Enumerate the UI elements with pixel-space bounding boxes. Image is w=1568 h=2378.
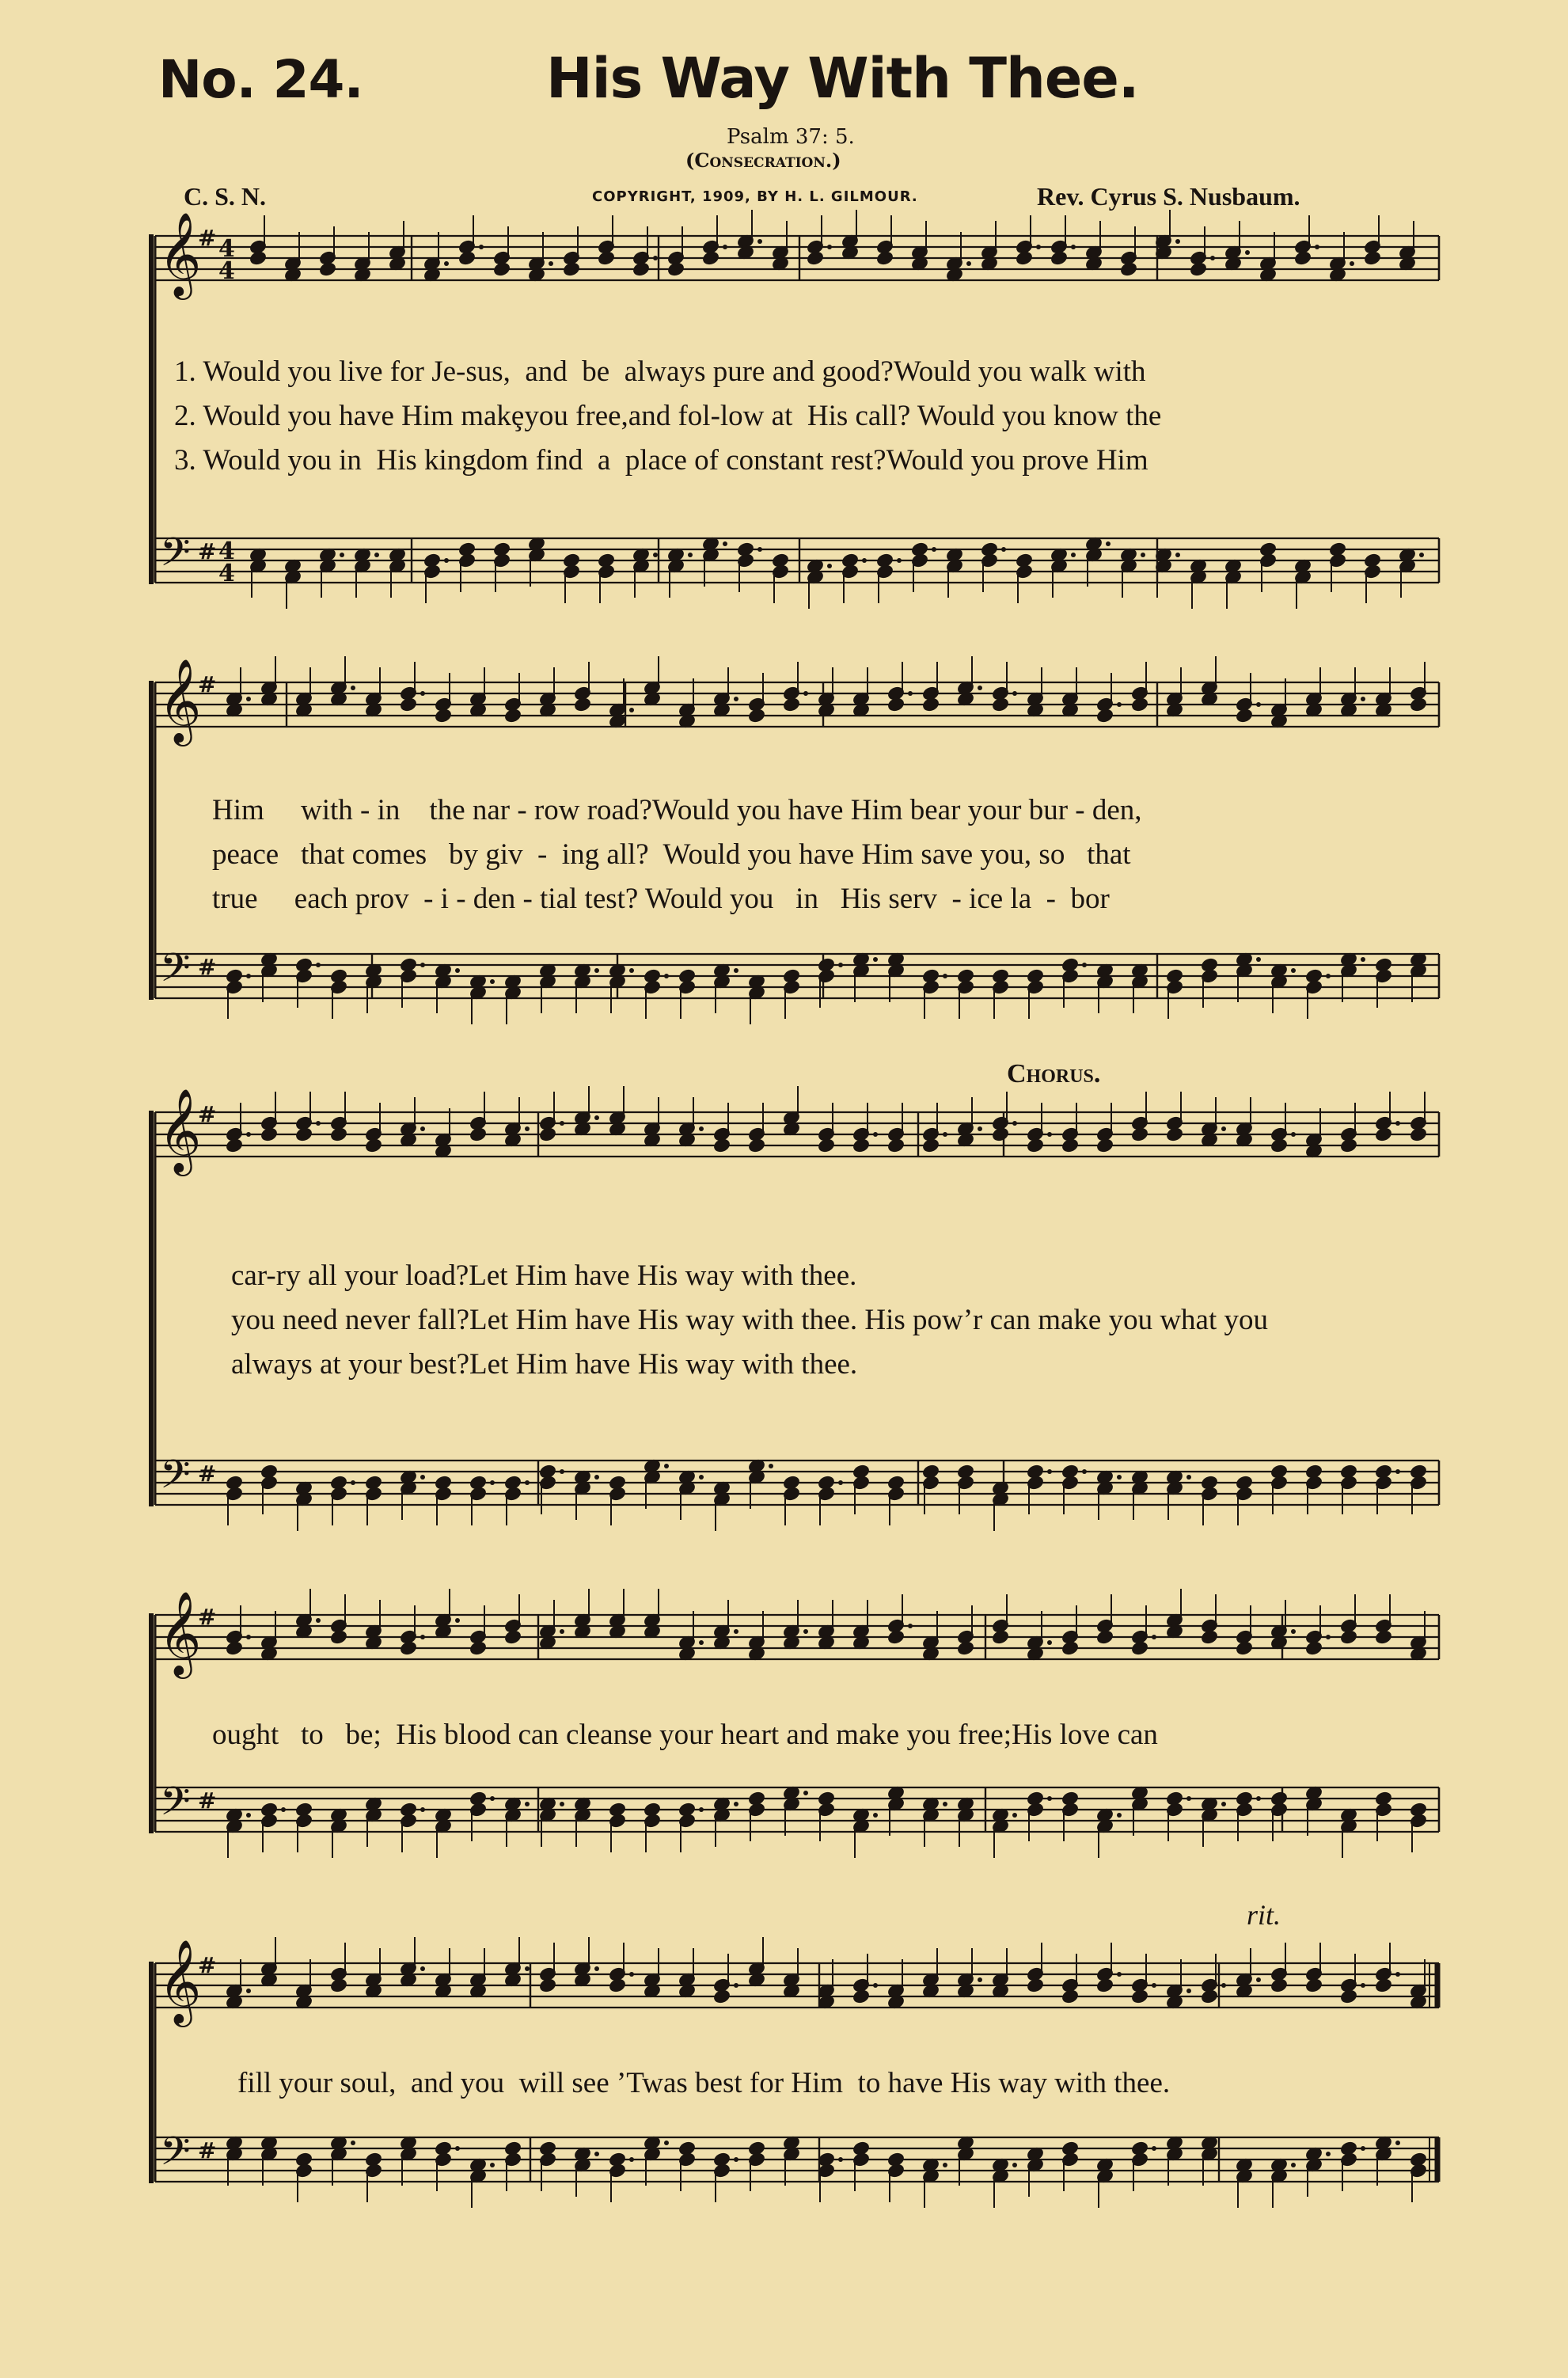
dot <box>1117 1813 1122 1818</box>
notehead <box>330 1630 347 1645</box>
dot <box>1326 1635 1331 1639</box>
notehead <box>1305 1978 1323 1993</box>
dot <box>525 1966 530 1971</box>
notehead <box>1131 1989 1148 2004</box>
dot <box>1071 245 1076 249</box>
dot <box>490 1796 495 1801</box>
treble-clef-icon: 𝄞 <box>158 1088 202 1172</box>
notehead <box>1340 1989 1357 2004</box>
dot <box>1256 1977 1261 1982</box>
sharp-icon: # <box>198 2137 217 2163</box>
sharp-icon: # <box>198 1461 217 1487</box>
dot <box>1221 1126 1226 1131</box>
dot <box>1361 697 1365 701</box>
lyricist-name: Rev. Cyrus S. Nusbaum. <box>1037 182 1300 211</box>
dot <box>1361 1983 1365 1988</box>
treble-clef-icon: 𝄞 <box>158 1590 202 1675</box>
dot <box>1071 553 1076 557</box>
dot <box>908 691 913 696</box>
sharp-icon: # <box>198 1952 217 1978</box>
dot <box>316 1618 321 1623</box>
sharp-icon: # <box>198 954 217 980</box>
notehead <box>1201 1989 1218 2004</box>
dot <box>873 957 878 962</box>
notehead <box>922 1138 940 1153</box>
dot <box>490 1480 495 1485</box>
notehead <box>1201 1630 1218 1645</box>
dot <box>490 2163 495 2167</box>
dot <box>594 1475 599 1480</box>
bass-clef-icon: 𝄢 <box>160 1452 191 1507</box>
notehead <box>1131 1641 1148 1656</box>
dot <box>908 1624 913 1628</box>
dot <box>525 1480 530 1485</box>
dot <box>1291 1132 1296 1137</box>
dot <box>1106 541 1111 546</box>
notehead <box>598 251 615 266</box>
dot <box>1291 1629 1296 1634</box>
dot <box>340 553 344 557</box>
dot <box>803 1629 808 1634</box>
notehead <box>807 251 824 266</box>
notehead <box>1236 708 1253 724</box>
dot <box>1152 1635 1156 1639</box>
notehead <box>667 262 685 277</box>
dot <box>316 963 321 967</box>
dot <box>1141 553 1145 557</box>
dot <box>897 558 902 563</box>
dot <box>757 239 762 244</box>
notehead <box>748 1138 765 1153</box>
dot <box>943 974 947 978</box>
notehead <box>1131 1127 1148 1142</box>
dot <box>1245 250 1250 255</box>
dot <box>978 1977 982 1982</box>
notehead <box>504 1630 522 1645</box>
notehead <box>493 262 511 277</box>
dot <box>455 2146 460 2151</box>
dot <box>723 245 727 249</box>
dot <box>1152 2146 1156 2151</box>
dot <box>525 1126 530 1131</box>
notehead <box>1166 1127 1183 1142</box>
dot <box>838 2157 843 2162</box>
notehead <box>957 1641 974 1656</box>
dot <box>281 1807 286 1812</box>
dot <box>1117 1972 1122 1977</box>
dot <box>966 261 971 266</box>
dot <box>1047 1640 1052 1645</box>
dot <box>699 1126 704 1131</box>
dot <box>594 2152 599 2156</box>
dot <box>723 541 727 546</box>
dot <box>699 1475 704 1480</box>
dot <box>1117 702 1122 707</box>
dot <box>803 1791 808 1795</box>
dot <box>873 1132 878 1137</box>
dot <box>664 2141 669 2145</box>
notehead <box>1270 1978 1288 1993</box>
dot <box>1082 963 1087 967</box>
lyric-line: car-ry all your load?Let Him have His way with thee. <box>231 1259 857 1292</box>
treble-clef-icon: 𝄞 <box>158 658 202 743</box>
notehead <box>632 262 650 277</box>
dot <box>734 1802 738 1806</box>
dot <box>1419 553 1424 557</box>
notehead <box>469 1127 487 1142</box>
system-bracket <box>149 234 154 584</box>
notehead <box>852 1138 870 1153</box>
notehead <box>1061 1138 1079 1153</box>
sharp-icon: # <box>198 671 217 697</box>
sharp-icon: # <box>198 225 217 251</box>
dot <box>420 1807 425 1812</box>
dot <box>769 1464 773 1468</box>
notehead <box>1294 251 1312 266</box>
dot <box>1210 256 1215 260</box>
dot <box>629 708 634 712</box>
lyric-line: Him with - in the nar - row road?Would you have Him bear your bur - den, <box>212 794 1142 826</box>
dot <box>1047 1469 1052 1474</box>
dot <box>653 553 658 557</box>
lyric-line: you need never fall?Let Him have His way with thee. His pow’r can make you what you <box>231 1304 1269 1336</box>
dot <box>978 686 982 690</box>
bass-clef-icon: 𝄢 <box>160 1779 191 1834</box>
notehead <box>1061 1641 1079 1656</box>
notehead <box>504 708 522 724</box>
notehead <box>887 697 905 712</box>
hymn-theme: (Consecration.) <box>685 149 841 172</box>
dot <box>734 968 738 973</box>
dot <box>1082 1469 1087 1474</box>
bass-clef-icon: 𝄢 <box>160 945 191 1001</box>
dot <box>1012 2163 1017 2167</box>
dot <box>420 1635 425 1639</box>
time-signature: 4 <box>218 560 235 587</box>
dot <box>246 1989 251 1993</box>
notehead <box>1096 1138 1114 1153</box>
dot <box>560 1629 564 1634</box>
dot <box>1186 1796 1191 1801</box>
dot <box>549 261 553 266</box>
dot <box>932 547 936 552</box>
dot <box>594 968 599 973</box>
notehead <box>1096 708 1114 724</box>
notehead <box>876 251 894 266</box>
dot <box>594 1115 599 1120</box>
dot <box>420 1475 425 1480</box>
dot <box>873 1983 878 1988</box>
notehead <box>563 262 580 277</box>
notehead <box>400 697 417 712</box>
lyric-line: 1. Would you live for Je-sus, and be always pure and good?Would you walk with <box>174 355 1146 388</box>
dot <box>490 979 495 984</box>
notehead <box>1096 1978 1114 1993</box>
notehead <box>852 1989 870 2004</box>
dot <box>246 974 251 978</box>
notehead <box>992 1630 1009 1645</box>
dot <box>1395 1121 1400 1126</box>
dot <box>479 245 484 249</box>
composer-initials: C. S. N. <box>184 182 267 211</box>
sharp-icon: # <box>198 1604 217 1630</box>
dot <box>351 2141 355 2145</box>
dot <box>978 1126 982 1131</box>
notehead <box>1027 1138 1044 1153</box>
bass-clef-icon: 𝄢 <box>160 530 191 585</box>
copyright-notice: COPYRIGHT, 1909, BY H. L. GILMOUR. <box>592 188 918 205</box>
notehead <box>887 1138 905 1153</box>
dot <box>351 686 355 690</box>
notehead <box>1096 1630 1114 1645</box>
dot <box>688 553 693 557</box>
dot <box>420 1126 425 1131</box>
dot <box>838 963 843 967</box>
dot <box>873 1813 878 1818</box>
dot <box>560 1121 564 1126</box>
notehead <box>1375 1978 1392 1993</box>
dot <box>699 1807 704 1812</box>
notehead <box>818 1138 835 1153</box>
dot <box>664 1464 669 1468</box>
dot <box>1361 957 1365 962</box>
dot <box>1047 1796 1052 1801</box>
hymn-number: No. 24. <box>158 49 363 110</box>
notehead <box>1340 1630 1357 1645</box>
dot <box>1152 1983 1156 1988</box>
treble-clef-icon: 𝄞 <box>158 211 202 296</box>
dot <box>1326 2152 1331 2156</box>
dot <box>699 1640 704 1645</box>
lyric-line: true each prov - i - den - tial test? Would you in His serv - ice la - bor <box>212 883 1110 915</box>
dot <box>943 1802 947 1806</box>
dot <box>757 547 762 552</box>
dot <box>1036 245 1041 249</box>
notehead <box>226 1641 243 1656</box>
sharp-icon: # <box>198 538 217 564</box>
notehead <box>748 708 765 724</box>
dot <box>1291 968 1296 973</box>
system-bracket <box>149 1962 154 2183</box>
dot <box>1012 1121 1017 1126</box>
dot <box>455 1618 460 1623</box>
dot <box>838 1480 843 1485</box>
dot <box>351 1480 355 1485</box>
dot <box>943 1132 947 1137</box>
dot <box>1221 1802 1226 1806</box>
notehead <box>1120 262 1137 277</box>
notehead <box>319 262 336 277</box>
dot <box>594 1966 599 1971</box>
bass-clef-icon: 𝄢 <box>160 2129 191 2184</box>
notehead <box>1305 1641 1323 1656</box>
dot <box>827 245 832 249</box>
dot <box>653 256 658 260</box>
dot <box>246 1132 251 1137</box>
dot <box>1395 1469 1400 1474</box>
system-bracket <box>149 1111 154 1506</box>
notehead <box>1027 1978 1044 1993</box>
dot <box>1186 1475 1191 1480</box>
dot <box>1012 1813 1017 1818</box>
dot <box>420 691 425 696</box>
dot <box>803 691 808 696</box>
dot <box>1256 1796 1261 1801</box>
notehead <box>1375 1630 1392 1645</box>
notehead <box>1340 1138 1357 1153</box>
dot <box>1047 1132 1052 1137</box>
notehead <box>887 1630 905 1645</box>
notehead <box>1270 1138 1288 1153</box>
notehead <box>609 1978 626 1993</box>
dot <box>246 1635 251 1639</box>
notehead <box>330 1978 347 1993</box>
notehead <box>1050 251 1068 266</box>
notehead <box>435 708 452 724</box>
notehead <box>1236 1641 1253 1656</box>
notehead <box>469 1641 487 1656</box>
notehead <box>1410 697 1427 712</box>
notehead <box>992 1127 1009 1142</box>
dot <box>629 968 634 973</box>
notehead <box>295 1127 313 1142</box>
dot <box>1186 1989 1191 1993</box>
notehead <box>400 1641 417 1656</box>
dot <box>1117 1475 1122 1480</box>
dot <box>734 2157 738 2162</box>
dot <box>862 558 867 563</box>
dot <box>525 1802 530 1806</box>
notehead <box>226 1138 243 1153</box>
lyric-line: 3. Would you in His kingdom find a place of constant rest?Would you prove Him <box>174 444 1148 477</box>
dot <box>629 2157 634 2162</box>
notehead <box>260 1127 278 1142</box>
dot <box>455 968 460 973</box>
dot <box>1256 957 1261 962</box>
lyric-line: fill your soul, and you will see ’Twas best for Him to have His way with thee. <box>237 2067 1171 2099</box>
dot <box>246 697 251 701</box>
notehead <box>992 697 1009 712</box>
notehead <box>1061 1989 1079 2004</box>
dot <box>1175 239 1180 244</box>
dot <box>1395 1972 1400 1977</box>
notehead <box>539 1127 556 1142</box>
dot <box>943 2163 947 2167</box>
dot <box>444 261 449 266</box>
notehead <box>365 1138 382 1153</box>
dot <box>664 974 669 978</box>
dot <box>1175 553 1180 557</box>
scripture-reference: Psalm 37: 5. <box>727 125 855 149</box>
dot <box>1291 2163 1296 2167</box>
system-bracket <box>149 681 154 1000</box>
sharp-icon: # <box>198 1787 217 1814</box>
notehead <box>702 251 719 266</box>
notehead <box>922 697 940 712</box>
sharp-icon: # <box>198 1101 217 1127</box>
dot <box>734 697 738 701</box>
notehead <box>330 1127 347 1142</box>
time-signature: 4 <box>218 257 235 285</box>
notehead <box>1375 1127 1392 1142</box>
dot <box>246 1813 251 1818</box>
dot <box>734 1983 738 1988</box>
chorus-label: Chorus. <box>1007 1059 1101 1088</box>
notehead <box>1016 251 1033 266</box>
dot <box>374 553 379 557</box>
system-bracket <box>149 1613 154 1833</box>
dot <box>444 558 449 563</box>
notehead <box>539 1978 556 1993</box>
dot <box>629 1972 634 1977</box>
treble-clef-icon: 𝄞 <box>158 1939 202 2023</box>
time-signature: 4 <box>218 235 235 263</box>
notehead <box>1131 697 1148 712</box>
dot <box>316 1121 321 1126</box>
notehead <box>1364 251 1381 266</box>
dot <box>1001 547 1006 552</box>
notehead <box>1190 262 1207 277</box>
dot <box>1221 1983 1226 1988</box>
dot <box>1361 2146 1365 2151</box>
dot <box>560 1469 564 1474</box>
dot <box>1315 245 1319 249</box>
dot <box>1326 974 1331 978</box>
dot <box>420 963 425 967</box>
dot <box>420 1966 425 1971</box>
dot <box>1012 691 1017 696</box>
dot <box>1256 702 1261 707</box>
lyric-line: 2. Would you have Him makȩyou free,and fol-low at His call? Would you know the <box>174 400 1162 432</box>
notehead <box>574 697 591 712</box>
dot <box>560 1802 564 1806</box>
lyric-line: ought to be; His blood can cleanse your heart and make you free;His love can <box>212 1719 1158 1751</box>
notehead <box>249 251 267 266</box>
dot <box>827 564 832 568</box>
time-signature: 4 <box>218 538 235 565</box>
dot <box>1395 2141 1400 2145</box>
lyric-line: peace that comes by giv - ing all? Would you have Him save you, so that <box>212 838 1131 871</box>
notehead <box>713 1138 731 1153</box>
notehead <box>458 251 476 266</box>
dot <box>1350 261 1354 266</box>
notehead <box>713 1989 731 2004</box>
lyric-line: always at your best?Let Him have His way with thee. <box>231 1348 858 1381</box>
dot <box>734 1629 738 1634</box>
notehead <box>783 697 800 712</box>
ritardando-marking: rit. <box>1247 1899 1281 1931</box>
hymn-title: His Way With Thee. <box>546 46 1139 111</box>
notehead <box>1410 1127 1427 1142</box>
